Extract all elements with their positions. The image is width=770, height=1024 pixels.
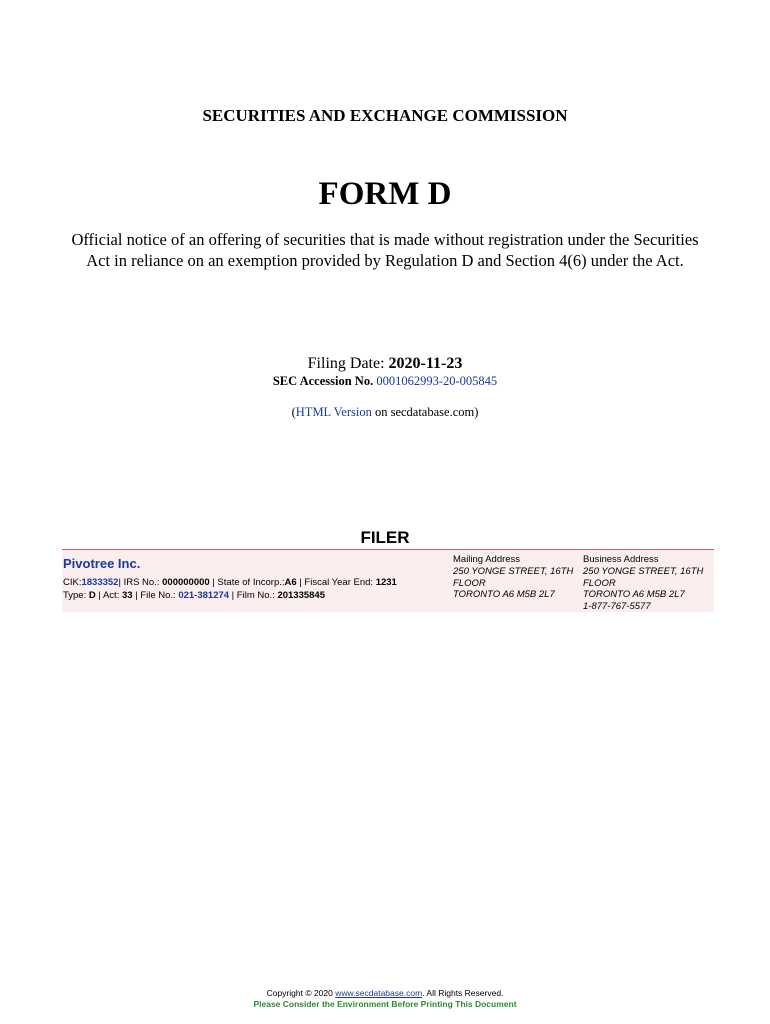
- mailing-address: [453, 554, 581, 601]
- mailing-address-header: Mailing Address: [453, 554, 521, 565]
- mailing-address-line-1: 250 YONGE STREET, 16TH: [453, 565, 574, 577]
- html-version-link[interactable]: HTML Version: [295, 405, 372, 419]
- incorp-label: | State of Incorp.:: [209, 577, 285, 588]
- copyright-notice: [0, 988, 770, 998]
- filing-date-label: Filing Date:: [307, 355, 389, 372]
- html-version-rest: on secdatabase.com): [371, 405, 479, 419]
- mailing-address-line-2: FLOOR: [453, 577, 486, 589]
- cik-value[interactable]: 1833352: [81, 577, 119, 588]
- copyright-pre: Copyright © 2020: [266, 988, 336, 998]
- html-version-open: (: [291, 405, 296, 419]
- filing-date-value: 2020-11-23: [388, 355, 463, 372]
- film-value: 201335845: [277, 590, 325, 601]
- type-label: Type:: [63, 590, 89, 601]
- cik-label: CIK:: [63, 577, 82, 588]
- act-value: 33: [121, 590, 133, 601]
- environment-notice: Please Consider the Environment Before Printing This Document: [253, 999, 517, 1009]
- type-value: D: [88, 590, 96, 601]
- business-address-line-1: 250 YONGE STREET, 16TH: [583, 565, 704, 577]
- accession-value[interactable]: 0001062993-20-005845: [376, 374, 498, 388]
- irs-label: | IRS No.:: [118, 577, 163, 588]
- business-address: [583, 554, 714, 613]
- filer-heading: FILER: [360, 528, 410, 547]
- filer-box: [62, 549, 714, 612]
- copyright-post: . All Rights Reserved.: [422, 988, 504, 998]
- accession-number: [0, 374, 770, 389]
- business-address-line-2: FLOOR: [583, 577, 616, 589]
- business-address-header: Business Address: [583, 554, 659, 565]
- filing-date: [0, 355, 770, 373]
- html-version-note: [0, 405, 770, 420]
- notice-line-1: Official notice of an offering of securities that is made without registration under the Securities: [71, 230, 699, 249]
- official-notice: [55, 229, 715, 271]
- filer-type-line: [63, 590, 325, 601]
- mailing-address-line-3: TORONTO A6 M5B 2L7: [453, 589, 555, 601]
- copyright-link[interactable]: www.secdatabase.com: [335, 988, 423, 998]
- business-phone: 1-877-767-5577: [583, 601, 651, 613]
- file-value[interactable]: 021-381274: [178, 590, 230, 601]
- accession-label: SEC Accession No.: [272, 374, 377, 388]
- act-label: | Act:: [95, 590, 122, 601]
- notice-line-2: Act in reliance on an exemption provided by Regulation D and Section 4(6) under the Act.: [86, 251, 684, 270]
- form-title: FORM D: [318, 176, 452, 212]
- business-address-line-3: TORONTO A6 M5B 2L7: [583, 589, 685, 601]
- commission-title: SECURITIES AND EXCHANGE COMMISSION: [202, 106, 568, 125]
- incorp-value: A6: [284, 577, 297, 588]
- filer-identifiers-line: [63, 577, 397, 588]
- fye-value: 1231: [375, 577, 397, 588]
- fye-label: | Fiscal Year End:: [296, 577, 376, 588]
- company-name[interactable]: Pivotree Inc.: [63, 556, 141, 571]
- film-label: | Film No.:: [229, 590, 278, 601]
- irs-value: 000000000: [162, 577, 210, 588]
- file-label: | File No.:: [132, 590, 179, 601]
